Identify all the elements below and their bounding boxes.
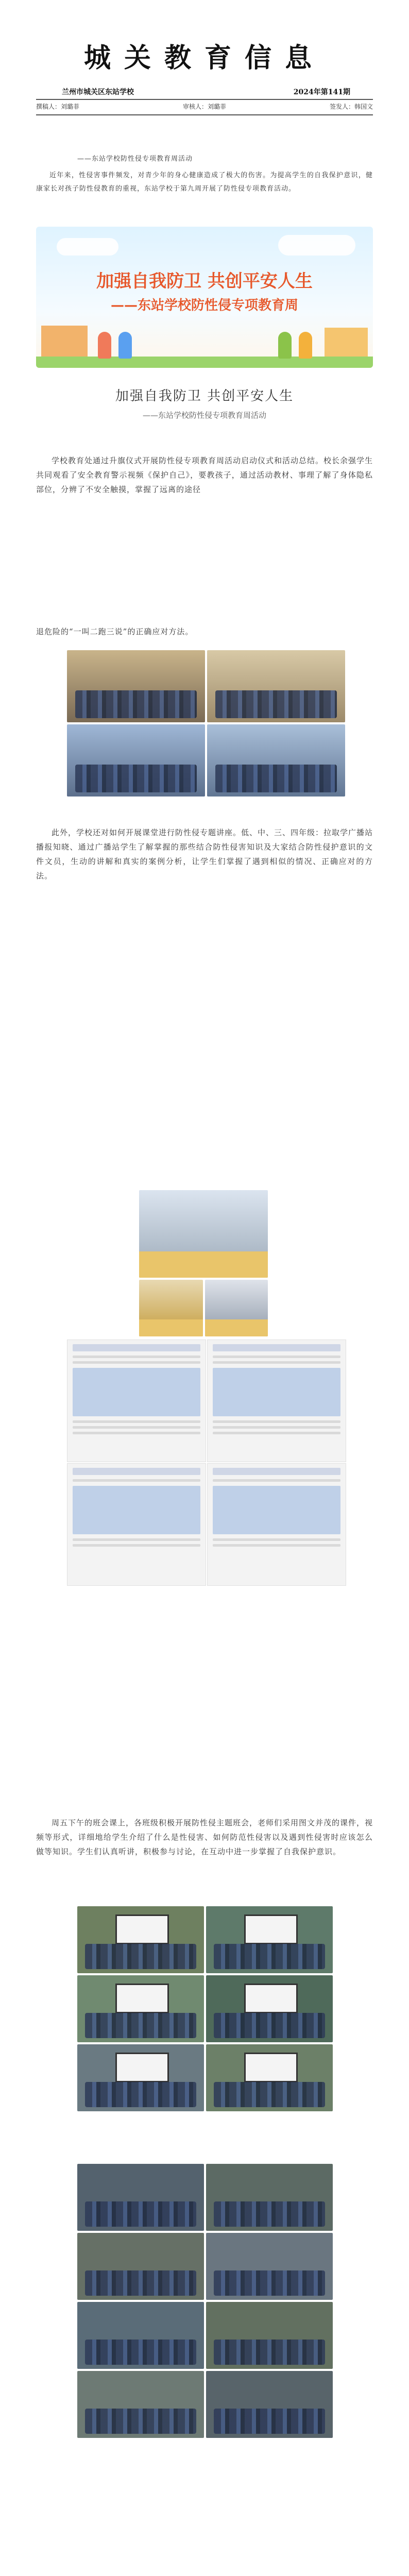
issue-number: 2024年第141期 [293,88,350,96]
child-figure [118,332,132,359]
photo-class-13 [77,2371,204,2438]
intro-paragraph: 近年来，性侵害事件频发，对青少年的身心健康造成了极大的伤害。为提高学生的自我保护意识，健康家长对孩子防性侵教育的重视，东站学校于第九周开展了防性侵专项教育活动。 [36,172,373,193]
photo-class-5 [77,2044,204,2111]
campaign-banner [36,227,373,368]
paragraph-ceremony: 学校教育处通过升旗仪式开展防性侵专项教育周活动启动仪式和活动总结。校长余强学生共同观看了安全教育警示视频《保护自己》，要教孩子，通过活动教材、事理了解了身体隐私部位，分辨了不安全触摸，掌握了远离的途径 [36,456,373,494]
paragraph-method: 退危险的“一叫二跑三说”的正确应对方法。 [36,627,194,636]
credit-reviewer: 审核人：刘璐菲 [182,103,226,110]
banner-headline: 加强自我防卫 共创平安人生 [96,271,313,292]
child-figure [278,332,292,359]
screenshot-article-3 [67,1463,206,1586]
photo-assembly-2 [207,650,345,722]
article-title: 加强自我防卫 共创平安人生 [115,388,294,404]
paragraph-lecture: 此外，学校还对如何开展课堂进行防性侵专题讲座。低、中、三、四年级：拉取学广播站播报知晓、通过广播站学生了解掌握的那些结合防性侵害知识及大家结合防性侵护意识的文件文员，生动的讲解和真实的案例分析，让学生们掌握了遇到相似的情况、正确应对的方法。 [36,828,373,880]
photo-class-14 [206,2371,333,2438]
photo-assembly-4 [207,724,345,796]
banner-grass [36,357,373,368]
photo-lecture-main [139,1190,268,1278]
screenshot-article-4 [207,1463,346,1586]
photo-class-11 [77,2302,204,2369]
photo-assembly-3 [67,724,205,796]
school-name: 兰州市城关区东站学校 [62,88,134,96]
photo-class-12 [206,2302,333,2369]
cloud-shape [278,235,355,256]
photo-assembly-1 [67,650,205,722]
screenshot-article-2 [207,1340,346,1462]
photo-class-4 [206,1975,333,2042]
photo-class-7 [77,2164,204,2231]
photo-class-9 [77,2233,204,2300]
cloud-shape [57,238,118,256]
house-shape [41,326,88,357]
photo-class-1 [77,1906,204,1973]
photo-class-10 [206,2233,333,2300]
photo-lecture-left [139,1280,203,1336]
child-figure [299,332,312,359]
paragraph-class-meeting: 周五下午的班会课上，各班级积极开展防性侵主题班会，老师们采用图文并茂的课件，视频等形式，详细地给学生介绍了什么是性侵害、如何防范性侵害以及遇到性侵害时应该怎么做等知识。学生们认真听讲，积极参与讨论，在互动中进一步掌握了自我保护意识。 [36,1818,373,1856]
header-rule-bottom [36,114,373,115]
header-rule-top [36,99,373,100]
banner-subheadline: ——东站学校防性侵专项教育周 [110,298,298,313]
photo-lecture-right [205,1280,268,1336]
masthead-title: 城关教育信息 [83,42,325,74]
house-shape [325,328,368,357]
intro-subtitle: ——东站学校防性侵专项教育周活动 [77,155,193,163]
credits-row [36,102,373,111]
photo-class-8 [206,2164,333,2231]
article-subtitle: ——东站学校防性侵专项教育周活动 [142,411,266,420]
screenshot-article-1 [67,1340,206,1462]
issue-meta [62,87,350,97]
photo-class-6 [206,2044,333,2111]
photo-class-3 [77,1975,204,2042]
child-figure [98,332,111,359]
credit-approver: 签发人：韩国文 [329,103,373,110]
credit-editor: 撰稿人：刘璐菲 [36,103,80,110]
photo-class-2 [206,1906,333,1973]
